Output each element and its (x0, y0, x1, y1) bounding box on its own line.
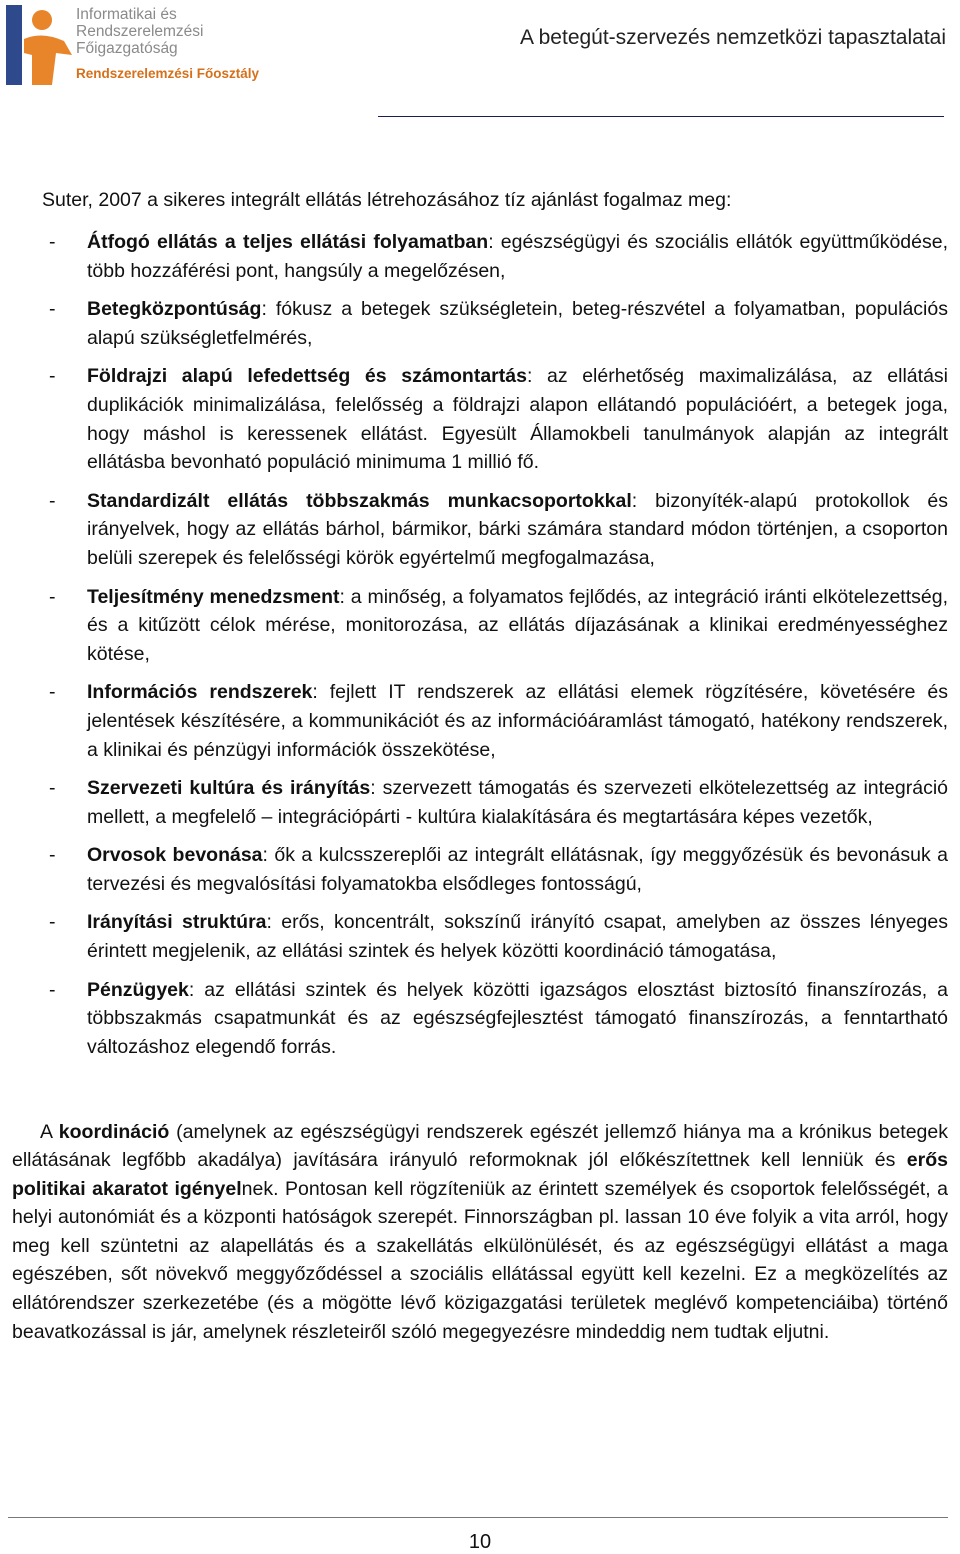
item-term: Átfogó ellátás a teljes ellátási folyamatban (87, 231, 489, 253)
intro-sentence: Suter, 2007 a sikeres integrált ellátás létrehozásához tíz ajánlást fogalmaz meg: (42, 189, 732, 211)
list-item (0, 908, 960, 965)
list-item (0, 976, 960, 1062)
list-item (0, 678, 960, 764)
item-text: : az ellátási szintek és helyek közötti igazságos elosztást biztosító finanszírozás, a többszakmás csapatmunkát és az egészségfejlesztést támogató finanszírozás, a fenntartható változáshoz elegendő forrás. (87, 978, 948, 1058)
header-divider (378, 116, 944, 117)
item-term: Teljesítmény menedzsment (87, 585, 340, 608)
closing-pre: A (40, 1120, 59, 1143)
closing-bold-political-will: erős politikai akaratot igényel (12, 1149, 948, 1200)
closing-mid: (amelynek az egészségügyi rendszerek egészét jellemző hiánya ma a krónikus betegek ellátásának legfőbb akadálya) javítására irányuló reformoknak jól előkészítettnek kell lenniük és (12, 1120, 948, 1172)
bullet-dash: - (49, 777, 56, 800)
bullet-dash: - (49, 231, 56, 253)
list-item (0, 487, 960, 573)
item-text: : erős, koncentrált, sokszínű irányító csapat, amelyben az összes lényeges érintett megjelenik, az ellátási szintek és helyek közötti koordináció támogatása, (87, 911, 948, 963)
item-text: : a minőség, a folyamatos fejlődés, az integráció iránti elkötelezettség, és a kitűzött célok mérése, monitorozása, az ellátás díjazásának a klinikai eredményességhez kötése, (87, 585, 948, 665)
page-header (0, 0, 960, 118)
item-text: : fejlett IT rendszerek az ellátási elemek rögzítésére, követésére és jelentések készítésére, a kommunikációt és az információáramlást támogató, hatékony rendszerek, a klinikai és pénzügyi információk összekötése, (87, 681, 949, 761)
item-term: Standardizált ellátás többszakmás munkacsoportokkal (87, 489, 632, 512)
department-name: Rendszerelemzési Főosztály (76, 66, 260, 81)
person-figure-logo-icon (6, 5, 74, 85)
document-title: A betegút-szervezés nemzetközi tapasztalatai (519, 26, 946, 49)
item-term: Szervezeti kultúra és irányítás (87, 777, 371, 800)
item-text: : az elérhetőség maximalizálása, az ellátási duplikációk minimalizálása, felelősség a földrajzi alapon ellátandó populációért, a betegek joga, hogy máshol is keressenek ellátást. Egyesült Államokbeli tanulmányok alapján az integrált ellátásba bevonható populáció minimuma 1 millió fő. (87, 365, 948, 474)
bullet-dash: - (49, 978, 56, 1001)
item-term: Betegközpontúság (87, 298, 262, 321)
item-text: : szervezett támogatás és szervezeti elkötelezettség az integráció mellett, a megfelelő – integrációpárti - kultúra kialakítására és megtartására képes vezetők, (87, 777, 948, 828)
closing-paragraph (12, 1118, 948, 1347)
item-term: Irányítási struktúra (87, 911, 267, 934)
bullet-dash: - (49, 489, 56, 512)
list-item (0, 774, 960, 831)
list-item (0, 841, 960, 898)
bullet-dash: - (49, 298, 56, 321)
page-number: 10 (468, 1531, 492, 1553)
item-text: : fókusz a betegek szükségletein, beteg-részvétel a folyamatban, populációs alapú szükségletfelmérés, (87, 298, 948, 349)
bullet-dash: - (49, 681, 56, 704)
closing-bold-coordination: koordináció (58, 1120, 170, 1143)
bullet-dash: - (49, 365, 56, 388)
recommendation-list (0, 228, 960, 1071)
organization-name (76, 6, 259, 82)
org-line-1: Informatikai és (76, 6, 177, 23)
item-term: Orvosok bevonása (87, 844, 263, 867)
list-item (0, 228, 960, 285)
item-text: : bizonyíték-alapú protokollok és irányelvek, hogy az ellátás bárhol, bármikor, bárki számára standard módon történjen, a csoporton belüli szerepek és felelősségi körök egyértelmű megfogalmazása, (87, 489, 948, 569)
bullet-dash: - (49, 585, 56, 608)
org-line-2: Rendszerelemzési (76, 23, 204, 40)
list-item (0, 583, 960, 669)
list-item (0, 362, 960, 476)
closing-rest: nek. Pontosan kell rögzíteniük az érintett személyek és csoportok felelősségét, a helyi autonómiát és a központi hatóságok szerepét. Finnországban pl. lassan 10 éve folyik a vita arról, hogy meg kell szüntetni az alapellátás és a szakellátás elkülönülését, és az egészségügyi ellátást a maga egészében, sőt növekvő meggyőződéssel a szociális ellátással együtt kell kezelni. Ez a megközelítés az ellátórendszer szerkezetébe (és a mögötte lévő közigazgatási területek meglévő kompetenciáiba) történő beavatkozással is jár, amelynek részleteiről szóló megegyezésre mindeddig nem tudtak eljutni. (12, 1177, 948, 1343)
item-term: Pénzügyek (87, 978, 189, 1001)
footer-divider (8, 1517, 948, 1518)
item-term: Földrajzi alapú lefedettség és számontartás (87, 365, 527, 388)
list-item (0, 295, 960, 352)
item-text: : egészségügyi és szociális ellátók együttműködése, több hozzáférési pont, hangsúly a megelőzésen, (87, 231, 948, 282)
bullet-dash: - (49, 844, 56, 867)
bullet-dash: - (49, 911, 56, 934)
org-line-3: Főigazgatóság (76, 40, 178, 57)
item-term: Információs rendszerek (87, 681, 313, 704)
item-text: : ők a kulcsszereplői az integrált ellátásnak, így meggyőzésük és bevonásuk a tervezési és megvalósítási folyamatokba elsődleges fontosságú, (87, 844, 948, 895)
